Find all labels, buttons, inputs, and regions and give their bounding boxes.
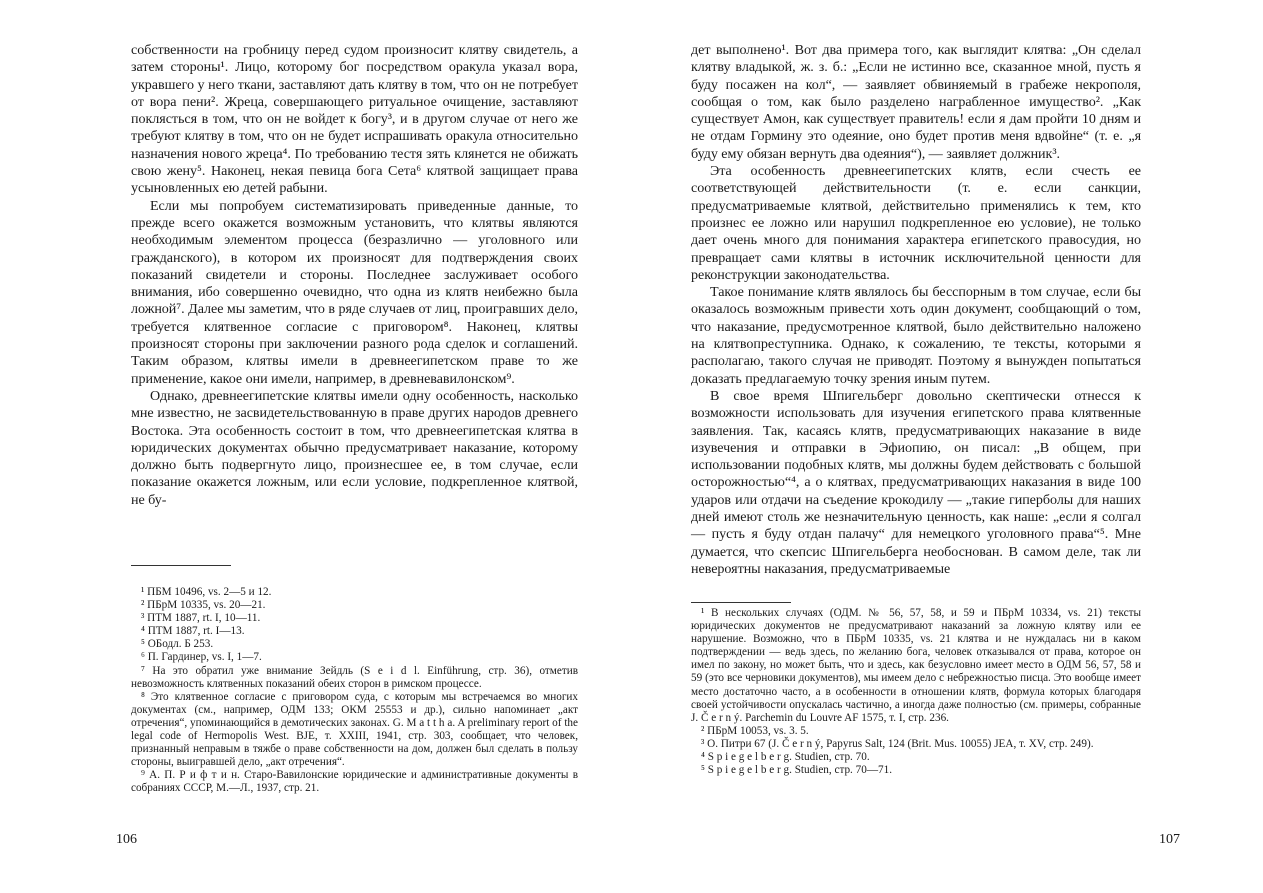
footnote-divider (131, 565, 231, 566)
paragraph: Эта особенность древнеегипетских клятв, если счесть ее соответствующей действительности (т. е. если санкции, предусматриваемые клятвой, действительно применялись к тем, кто произнес ее ложно или нарушил подкрепленное ею условие), не только дает очень много для понимания характера египетского правосудия, но превращает сами клятвы в источник исключительной ценности для реконструкции законодательства. (691, 163, 1141, 283)
footnote: ⁸ Это клятвенное согласие с приговором суда, с которым мы встречаемся во многих документах (см., например, ОДМ 133; ОКМ 25553 и др.), сильно напоминает „акт отречения“, упоминающийся в демотических законах. G. M a t t h a. A preliminary report of the legal code of Hermopolis West. BJE, т. XXIII, 1941, стр. 303, сообщает, что человек, признанный неправым в тяжбе о праве собственности на дом, должен был сделать в пользу стороны, выигравшей дело, „акт отречения“. (131, 690, 578, 769)
footnote: ² ПБрМ 10053, vs. 3. 5. (701, 724, 809, 737)
left-page (0, 0, 631, 893)
paragraph: Если мы попробуем систематизировать приведенные данные, то прежде всего окажется возможным установить, что клятвы являются необходимым элементом процесса (безразлично — уголовного или гражданского), в котором их произносят для подтверждения своих показаний свидетели и стороны. Последнее заслуживает особого внимания, ибо совершенно очевидно, что одна из клятв неибежно была ложной⁷. Далее мы заметим, что в ряде случаев от лиц, проигравших дело, требуется клятвенное согласие с приговором⁸. Наконец, клятвы произносят стороны при заключении разного рода сделок и соглашений. Таким образом, клятвы имели в древнеегипетском праве то же применение, какое они имели, например, в древневавилонском⁹. (131, 197, 578, 387)
paragraph: собственности на гробницу перед судом произносит клятву свидетель, а затем стороны¹. Лицо, которому бог посредством оракула указал вора, укравшего у него ткани, заставляют дать клятву в том, что он не потребует от вора пени². Жреца, совершающего ритуальное очищение, заставляют поклясться в том, что он не войдет к богу³, и в другом случае от него же требуют клятву в том, что он не будет испрашивать оракула относительно назначения нового жреца⁴. По требованию тестя зять клянется не обижать свою жену⁵. Наконец, некая певица бога Сета⁶ клятвой защищает права усыновленных ею детей рабыни. (131, 42, 578, 197)
right-page-footnotes (691, 607, 1141, 777)
right-page (631, 0, 1263, 893)
footnote: ³ ПТМ 1887, rt. I, 10—11. (141, 612, 261, 625)
paragraph: В свое время Шпигельберг довольно скептически отнесся к возможности использовать для изучения египетского права клятвенные заявления. Так, касаясь клятв, предусматривающих наказание в виде изувечения и отправки в Эфиопию, он писал: „В общем, при использовании подобных клятв, мы должны будем действовать с большой осторожностью“⁴, а о клятвах, предусматривающих наказания в виде 100 ударов или отдачи на съедение крокодилу — „такие гиперболы для наших дней имеют столь же незначительную ценность, как наше: „если я солгал — пусть я буду отдан палачу“ для немецкого уголовного права“⁵. Мне думается, что скепсис Шпигельберга необоснован. В самом деле, так ли невероятны наказания, предусматриваемые (691, 387, 1141, 577)
footnote: ¹ В нескольких случаях (ОДМ. № 56, 57, 58, и 59 и ПБрМ 10334, vs. 21) тексты юридических документов не предусматривают наказаний за ложную клятву или ее нарушение. Возможно, что в ПБрМ 10335, vs. 21 клятва и не нуждалась ни в каком подтверждении — ведь здесь, по желанию бога, человек отказывался от права, которое он имел по закону, но может быть, что и здесь, как безусловно имеет место в ОДМ 56, 57, 58 и 59 (это все черновики документов), мы имеем дело с небрежностью писца. Это вообще имеет место достаточно часто, а в особенности в отношении клятв, формула которых благодаря своей устойчивости опускалась частично, а иногда даже полностью (см. примеры, собранные J. Č e r n ý. Parchemin du Louvre AF 1575, т. I, стр. 236. (691, 607, 1141, 724)
footnote: ⁹ А. П. Р и ф т и н. Старо-Вавилонские юридические и административные документы в собраниях СССР, М.—Л., 1937, стр. 21. (131, 769, 578, 795)
paragraph: Однако, древнеегипетские клятвы имели одну особенность, насколько мне известно, не засвидетельствованную в праве других народов древнего Востока. Эта особенность состоит в том, что древнеегипетская клятва в юридических документах обычно предусматривает наказание, которому должно быть подвергнуто лицо, произнесшее ее, в том случае, если показание окажется ложным, или если условие, подкрепленное клятвой, не бу- (131, 387, 578, 508)
footnote: ³ О. Питри 67 (J. Č e r n ý, Papyrus Salt, 124 (Brit. Mus. 10055) JEA, т. XV, стр. 249). (701, 737, 1094, 750)
footnote: ⁷ На это обратил уже внимание Зейдль (S e i d l. Einführung, стр. 36), отметив невозможность клятвенных показаний обеих сторон в римском процессе. (131, 664, 578, 690)
footnote: ⁶ П. Гардинер, vs. I, 1—7. (141, 651, 262, 664)
right-page-body (691, 42, 1141, 578)
footnote: ⁵ S p i e g e l b e r g. Studien, стр. 70—71. (701, 764, 893, 777)
paragraph: Такое понимание клятв являлось бы бесспорным в том случае, если бы оказалось возможным привести хоть один документ, сообщающий о том, что наказание, предусмотренное клятвой, было действительно наложено на клятвопреступника. Однако, к сожалению, те тексты, которыми я располагаю, такого случая не приводят. Поэтому я вынужден попытаться доказать предлагаемую точку зрения иным путем. (691, 284, 1141, 387)
left-page-body (131, 42, 578, 509)
footnote: ² ПБрМ 10335, vs. 20—21. (141, 599, 266, 612)
footnote: ¹ ПБМ 10496, vs. 2—5 и 12. (141, 586, 272, 598)
left-page-footnotes (131, 586, 578, 796)
footnote: ⁴ S p i e g e l b e r g. Studien, стр. 70. (701, 751, 870, 764)
footnote: ⁵ ОБодл. Б 253. (141, 638, 214, 651)
page-number: 106 (116, 832, 137, 847)
footnote-divider (691, 602, 791, 603)
paragraph: дет выполнено¹. Вот два примера того, как выглядит клятва: „Он сделал клятву владыкой, ж. з. б.: „Если не истинно все, сказанное мной, пусть я буду посажен на кол“, — заявляет обвиняемый в грабеже некрополя, сообщая о том, как было разделено награбленное имущество². „Как существует Амон, как существует правитель! если я дам пройти 10 дням и не отдам Гормину это одеяние, оно будет против меня вдвойне“ (т. е. „я буду ему обязан вернуть два одеяния“), — заявляет должник³. (691, 42, 1141, 162)
page-number: 107 (1159, 832, 1180, 847)
footnote: ⁴ ПТМ 1887, rt. I—13. (141, 625, 245, 638)
